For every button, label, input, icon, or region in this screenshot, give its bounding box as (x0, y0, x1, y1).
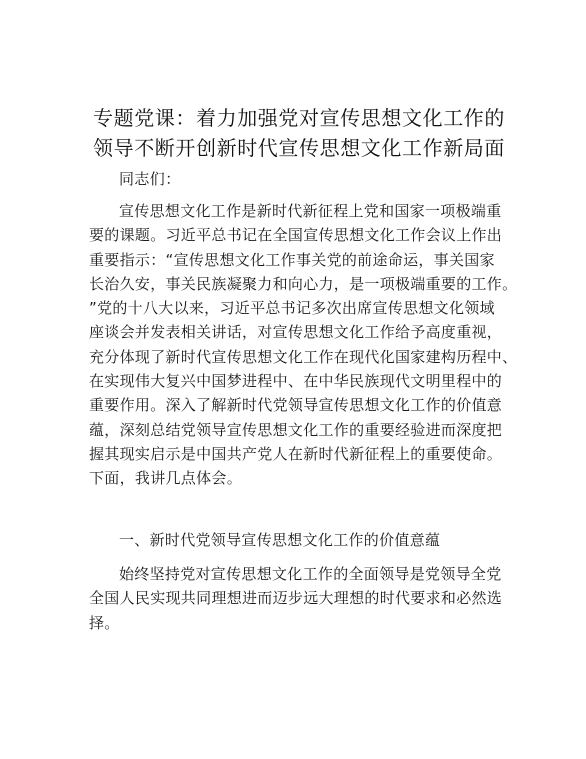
paragraph-line: 蕴，深刻总结党领导宣传思想文化工作的重要经验进而深度把 (89, 420, 503, 439)
paragraph-line: 重要作用。深入了解新时代党领导宣传思想文化工作的价值意 (89, 396, 503, 415)
paragraph-line: 在实现伟大复兴中国梦进程中、在中华民族现代文明里程中的 (89, 372, 503, 391)
section-heading: 一、新时代党领导宣传思想文化工作的价值意蕴 (119, 531, 441, 549)
paragraph-line: 择。 (89, 613, 120, 632)
paragraph-line: 下面，我讲几点体会。 (89, 469, 243, 488)
paragraph-line: 宣传思想文化工作是新时代新征程上党和国家一项极端重 (119, 202, 502, 220)
paragraph-line: 始终坚持党对宣传思想文化工作的全面领导是党领导全党 (119, 565, 502, 583)
paragraph-line: 全国人民实现共同理想进而迈步远大理想的时代要求和必然选 (89, 589, 503, 608)
paragraph-intro (89, 199, 518, 491)
paragraph-line: 充分体现了新时代宣传思想文化工作在现代化国家建构历程中、 (89, 347, 518, 366)
title-line-1: 专题党课：着力加强党对宣传思想文化工作的 (93, 106, 505, 130)
paragraph-line: 座谈会并发表相关讲话，对宣传思想文化工作给予高度重视， (89, 323, 503, 342)
paragraph-section1 (89, 562, 509, 635)
paragraph-line: ”党的十八大以来，习近平总书记多次出席宣传思想文化领域 (89, 299, 495, 318)
paragraph-line: 重要指示：“宣传思想文化工作事关党的前途命运，事关国家 (89, 250, 495, 269)
paragraph-line: 握其现实启示是中国共产党人在新时代新征程上的重要使命。 (89, 444, 503, 463)
title-line-2: 领导不断开创新时代宣传思想文化工作新局面 (93, 136, 505, 160)
paragraph-line: 要的课题。习近平总书记在全国宣传思想文化工作会议上作出 (89, 226, 503, 245)
paragraph-line: 长治久安，事关民族凝聚力和向心力，是一项极端重要的工作。 (89, 274, 518, 293)
document-title (93, 103, 513, 163)
greeting: 同志们： (119, 170, 181, 188)
